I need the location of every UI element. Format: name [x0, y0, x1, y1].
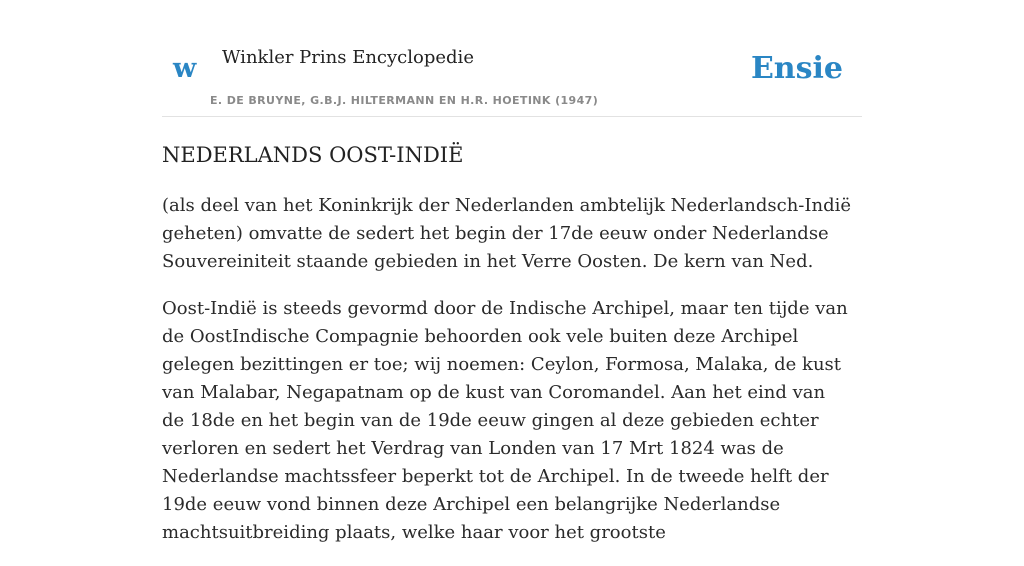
article-paragraph-2: Oost-Indië is steeds gevormd door de Indische Archipel, maar ten tijde van de OostIndische Compagnie behoorden ook vele buiten deze Archipel gelegen bezittingen er toe; wij noemen: Ceylon, Formosa, Malaka, de kust van Malabar, Negapatnam op de kust van Coromandel. Aan het eind van de 18de en het begin van de 19de eeuw gingen al deze gebieden echter verloren en sedert het Verdrag van Londen van 17 Mrt 1824 was de Nederlandse machtssfeer beperkt tot de Archipel. In de tweede helft der 19de eeuw vond binnen deze Archipel een belangrijke Nederlandse machtsuitbreiding plaats, welke haar voor het grootste [162, 298, 848, 543]
article-title: NEDERLANDS OOST-INDIË [162, 143, 464, 167]
article-body [162, 192, 852, 566]
article-paragraph-1: (als deel van het Koninkrijk der Nederlanden ambtelijk Nederlandsch-Indië geheten) omvatte de sedert het begin der 17de eeuw onder Nederlandse Souvereiniteit staande gebieden in het Verre Oosten. De kern van Ned. [162, 195, 852, 272]
winkler-prins-logo[interactable]: w [173, 53, 197, 84]
authors-line: E. DE BRUYNE, G.B.J. HILTERMANN EN H.R. HOETINK (1947) [210, 94, 599, 107]
encyclopedia-title-link[interactable]: Winkler Prins Encyclopedie [222, 47, 474, 68]
site-header [162, 0, 862, 117]
ensie-logo-link[interactable]: Ensie [750, 51, 843, 86]
